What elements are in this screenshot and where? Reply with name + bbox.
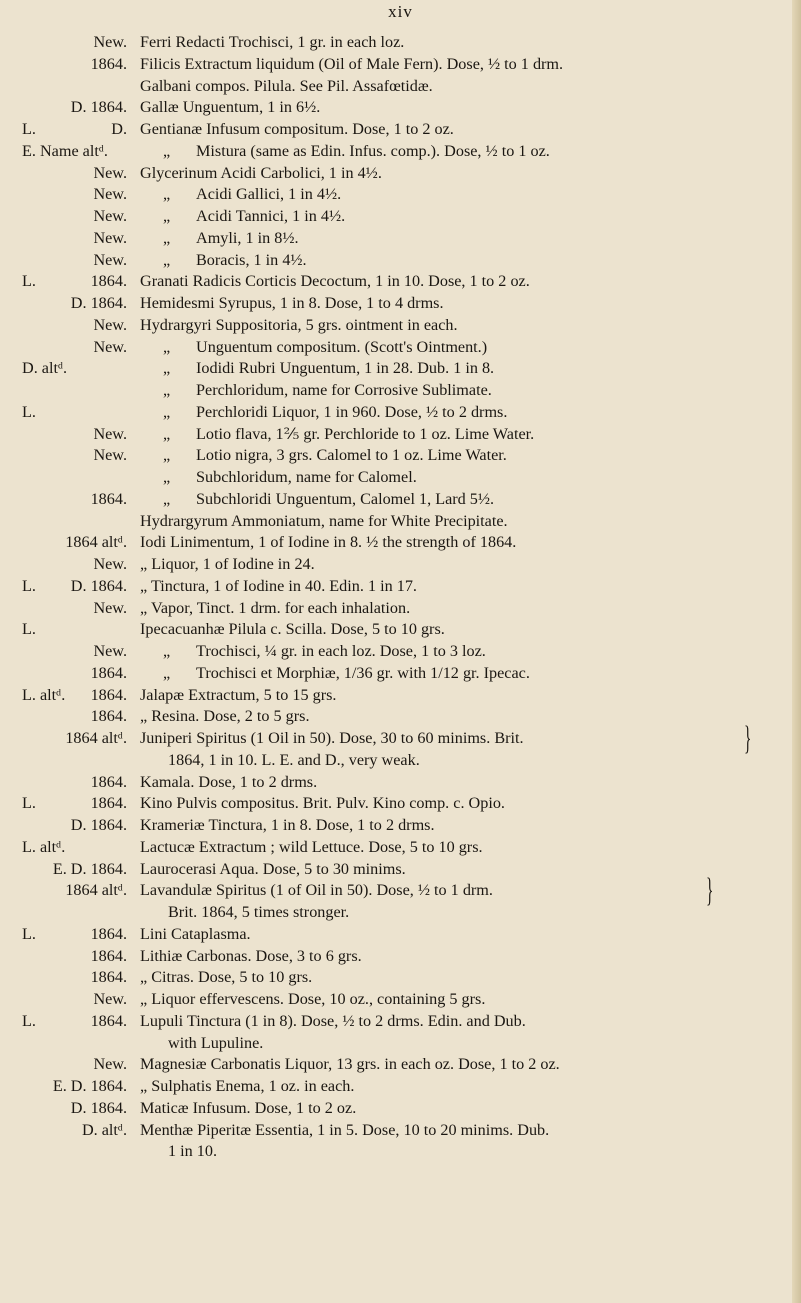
ditto-mark: „ <box>163 489 171 508</box>
year-label: 1864. <box>90 685 127 704</box>
year-label: 1864. <box>90 968 127 987</box>
entry-text: „ Citras. Dose, 5 to 10 grs. <box>140 968 313 987</box>
entry-text: „ Vapor, Tinct. 1 drm. for each inhalation. <box>140 598 411 617</box>
entry-text: 1 in 10. <box>168 1142 218 1161</box>
entry-text: Unguentum compositum. (Scott's Ointment.) <box>196 337 488 356</box>
entry-text: Iodi Linimentum, 1 of Iodine in 8. ½ the strength of 1864. <box>140 533 517 552</box>
entry-row <box>0 598 790 620</box>
entry-text: Perchloridum, name for Corrosive Sublimate. <box>196 381 492 399</box>
entry-row <box>0 619 790 641</box>
ditto-mark: „ <box>163 446 171 465</box>
year-label: New. <box>93 337 127 356</box>
entry-text: Hydrargyri Suppositoria, 5 grs. ointment in each. <box>140 315 458 334</box>
ditto-mark: „ <box>163 185 171 204</box>
entry-row <box>0 119 790 141</box>
ditto-mark: „ <box>163 468 171 486</box>
entry-row <box>0 511 790 533</box>
entry-text: „ Resina. Dose, 2 to 5 grs. <box>140 707 310 726</box>
entry-text: Subchloridi Unguentum, Calomel 1, Lard 5½. <box>196 489 495 508</box>
ditto-mark: „ <box>163 642 171 660</box>
year-label: New. <box>93 990 127 1008</box>
entry-row <box>0 1076 790 1098</box>
source-label: L. <box>22 120 36 138</box>
entry-text: Brit. 1864, 5 times stronger. <box>168 903 350 921</box>
entry-row <box>0 554 790 576</box>
year-label: 1864 altᵈ. <box>65 729 127 747</box>
entry-row <box>0 685 790 707</box>
source-label: L. <box>22 924 36 943</box>
year-label: New. <box>93 228 127 247</box>
year-label: 1864. <box>90 772 127 791</box>
entry-text: Maticæ Infusum. Dose, 1 to 2 oz. <box>140 1098 357 1117</box>
year-label: 1864. <box>90 707 127 726</box>
entry-row <box>0 872 790 910</box>
entry-row <box>0 271 790 293</box>
entry-text: Lactucæ Extractum ; wild Lettuce. Dose, 5 to 10 grs. <box>140 837 483 856</box>
entry-row <box>0 32 790 54</box>
entry-text: Lupuli Tinctura (1 in 8). Dose, ½ to 2 drms. Edin. and Dub. <box>140 1011 526 1030</box>
entry-row <box>0 402 790 424</box>
entry-row <box>0 772 790 794</box>
entry-text: Gentianæ Infusum compositum. Dose, 1 to 2 oz. <box>140 120 454 138</box>
source-label: L. <box>22 620 36 639</box>
year-label: New. <box>93 598 127 617</box>
entry-row <box>0 750 790 772</box>
entry-text: Lithiæ Carbonas. Dose, 3 to 6 grs. <box>140 946 362 965</box>
entry-row <box>0 641 790 663</box>
entry-text: Glycerinum Acidi Carbolici, 1 in 4½. <box>140 163 382 182</box>
entry-row <box>0 859 790 881</box>
entry-text: Kino Pulvis compositus. Brit. Pulv. Kino comp. c. Opio. <box>140 794 505 813</box>
entry-row <box>0 467 790 489</box>
year-label: E. D. 1864. <box>52 1077 127 1095</box>
year-label: New. <box>93 424 127 443</box>
source-label: L. altᵈ. <box>22 837 66 856</box>
entry-row <box>0 97 790 119</box>
entry-text: Gallæ Unguentum, 1 in 6½. <box>140 98 321 117</box>
page-edge <box>792 0 801 1303</box>
entry-text: Lotio nigra, 3 grs. Calomel to 1 oz. Lime Water. <box>196 446 507 465</box>
ditto-mark: „ <box>163 402 171 421</box>
entry-text: Trochisci, ¼ gr. in each loz. Dose, 1 to 3 loz. <box>196 642 486 660</box>
entry-text: Mistura (same as Edin. Infus. comp.). Dose, ½ to 1 oz. <box>196 141 550 160</box>
ditto-mark: „ <box>163 141 171 160</box>
entry-row <box>0 424 790 446</box>
brace-mark: } <box>744 720 752 757</box>
entry-row <box>0 1120 790 1142</box>
year-label: New. <box>93 185 127 204</box>
year-label: D. 1864. <box>70 816 127 834</box>
ditto-mark: „ <box>163 228 171 247</box>
year-label: New. <box>93 315 127 334</box>
year-label: D. 1864. <box>70 576 127 595</box>
entry-row <box>0 837 790 859</box>
entry-row <box>0 1141 790 1163</box>
year-label: 1864 altᵈ. <box>65 533 127 552</box>
entry-row <box>0 445 790 467</box>
entry-row <box>0 54 790 76</box>
entry-row <box>0 989 790 1011</box>
entry-text: Ipecacuanhæ Pilula c. Scilla. Dose, 5 to 10 grs. <box>140 620 445 639</box>
year-label: 1864. <box>90 794 127 813</box>
year-label: D. 1864. <box>70 294 127 312</box>
year-label: 1864. <box>90 489 127 508</box>
entry-text: Filicis Extractum liquidum (Oil of Male Fern). Dose, ½ to 1 drm. <box>140 54 564 73</box>
year-label: 1864. <box>90 924 127 943</box>
entry-text: „ Tinctura, 1 of Iodine in 40. Edin. 1 in 17. <box>140 576 417 595</box>
year-label: 1864. <box>90 272 127 291</box>
ditto-mark: „ <box>163 337 171 356</box>
ditto-mark: „ <box>163 207 171 225</box>
entry-row <box>0 380 790 402</box>
entry-row <box>0 206 790 228</box>
year-label: 1864. <box>90 946 127 965</box>
entry-row <box>0 663 790 685</box>
year-label: D. 1864. <box>70 98 127 117</box>
entry-text: Lini Cataplasma. <box>140 924 251 943</box>
source-label: E. Name altᵈ. <box>22 141 108 160</box>
entry-row <box>0 250 790 272</box>
entry-row <box>0 489 790 511</box>
entry-text: Menthæ Piperitæ Essentia, 1 in 5. Dose, 10 to 20 minims. Dub. <box>140 1120 550 1139</box>
entry-text: Jalapæ Extractum, 5 to 15 grs. <box>140 685 337 704</box>
entry-row <box>0 924 790 946</box>
source-label: L. <box>22 576 36 595</box>
source-label: L. altᵈ. <box>22 685 66 704</box>
year-label: New. <box>93 1055 127 1074</box>
entry-text: „ Sulphatis Enema, 1 oz. in each. <box>140 1077 355 1095</box>
entry-row <box>0 1011 790 1033</box>
year-label: 1864 altᵈ. <box>65 881 127 900</box>
entry-row <box>0 706 790 728</box>
entry-text: Hemidesmi Syrupus, 1 in 8. Dose, 1 to 4 drms. <box>140 294 444 312</box>
ditto-mark: „ <box>163 250 171 269</box>
entry-text: Subchloridum, name for Calomel. <box>196 468 417 486</box>
year-label: New. <box>93 250 127 269</box>
entry-text: Lotio flava, 1⅖ gr. Perchloride to 1 oz. Lime Water. <box>196 424 535 443</box>
page-number: xiv <box>388 2 413 21</box>
ditto-mark: „ <box>163 424 171 443</box>
entry-text: „ Liquor effervescens. Dose, 10 oz., containing 5 grs. <box>140 990 486 1008</box>
entry-row <box>0 815 790 837</box>
entry-row <box>0 793 790 815</box>
entry-text: Boracis, 1 in 4½. <box>196 250 307 269</box>
formulary-list <box>0 32 790 1163</box>
year-label: 1864. <box>90 663 127 682</box>
entry-text: Acidi Tannici, 1 in 4½. <box>196 207 346 225</box>
year-label: New. <box>93 163 127 182</box>
entry-text: Lavandulæ Spiritus (1 of Oil in 50). Dose, ½ to 1 drm. <box>140 881 493 900</box>
entry-text: Perchloridi Liquor, 1 in 960. Dose, ½ to 2 drms. <box>196 402 508 421</box>
entry-row <box>0 163 790 185</box>
entry-text: Iodidi Rubri Unguentum, 1 in 28. Dub. 1 in 8. <box>196 359 495 378</box>
entry-text: Krameriæ Tinctura, 1 in 8. Dose, 1 to 2 drms. <box>140 816 435 834</box>
entry-text: Acidi Gallici, 1 in 4½. <box>196 185 342 204</box>
source-label: L. <box>22 272 36 291</box>
entry-row <box>0 337 790 359</box>
entry-row <box>0 946 790 968</box>
entry-text: Magnesiæ Carbonatis Liquor, 13 grs. in each oz. Dose, 1 to 2 oz. <box>140 1055 560 1074</box>
entry-row <box>0 576 790 598</box>
entry-text: Hydrargyrum Ammoniatum, name for White Precipitate. <box>140 511 508 530</box>
entry-text: Granati Radicis Corticis Decoctum, 1 in 10. Dose, 1 to 2 oz. <box>140 272 530 291</box>
ditto-mark: „ <box>163 663 171 682</box>
entry-text: Juniperi Spiritus (1 Oil in 50). Dose, 30 to 60 minims. Brit. <box>140 729 524 747</box>
entry-row <box>0 358 790 380</box>
entry-text: „ Liquor, 1 of Iodine in 24. <box>140 555 315 573</box>
source-label: D. altᵈ. <box>22 359 68 378</box>
year-label: E. D. 1864. <box>52 859 127 878</box>
entry-text: with Lupuline. <box>168 1033 264 1052</box>
entry-text: Trochisci et Morphiæ, 1/36 gr. with 1/12 gr. Ipecac. <box>196 663 530 682</box>
source-label: L. <box>22 794 36 813</box>
year-label: D. 1864. <box>70 1098 127 1117</box>
entry-row <box>0 532 790 554</box>
entry-row <box>0 184 790 206</box>
brace-mark: } <box>706 872 714 910</box>
ditto-mark: „ <box>163 381 171 399</box>
entry-row <box>0 1098 790 1120</box>
year-label: D. altᵈ. <box>81 1120 127 1139</box>
entry-row <box>0 141 790 163</box>
year-label: New. <box>93 555 127 573</box>
year-label: New. <box>93 207 127 225</box>
entry-text: Ferri Redacti Trochisci, 1 gr. in each loz. <box>140 33 405 51</box>
year-label: 1864. <box>90 54 127 73</box>
entry-text: Kamala. Dose, 1 to 2 drms. <box>140 772 318 791</box>
year-label: New. <box>93 642 127 660</box>
entry-row <box>0 967 790 989</box>
year-label: New. <box>93 446 127 465</box>
entry-row <box>0 1054 790 1076</box>
year-label: New. <box>93 33 127 51</box>
entry-row <box>0 76 790 98</box>
entry-text: 1864, 1 in 10. L. E. and D., very weak. <box>168 750 420 769</box>
entry-row <box>0 720 790 757</box>
ditto-mark: „ <box>163 359 171 378</box>
entry-row <box>0 293 790 315</box>
source-label: L. <box>22 402 36 421</box>
entry-text: Galbani compos. Pilula. See Pil. Assafœtidæ. <box>140 76 433 95</box>
year-label: D. <box>111 120 127 138</box>
entry-text: Laurocerasi Aqua. Dose, 5 to 30 minims. <box>140 859 406 878</box>
entry-row <box>0 902 790 924</box>
entry-text: Amyli, 1 in 8½. <box>196 228 299 247</box>
entry-row <box>0 315 790 337</box>
entry-row <box>0 228 790 250</box>
source-label: L. <box>22 1011 36 1030</box>
entry-row <box>0 1033 790 1055</box>
year-label: 1864. <box>90 1011 127 1030</box>
